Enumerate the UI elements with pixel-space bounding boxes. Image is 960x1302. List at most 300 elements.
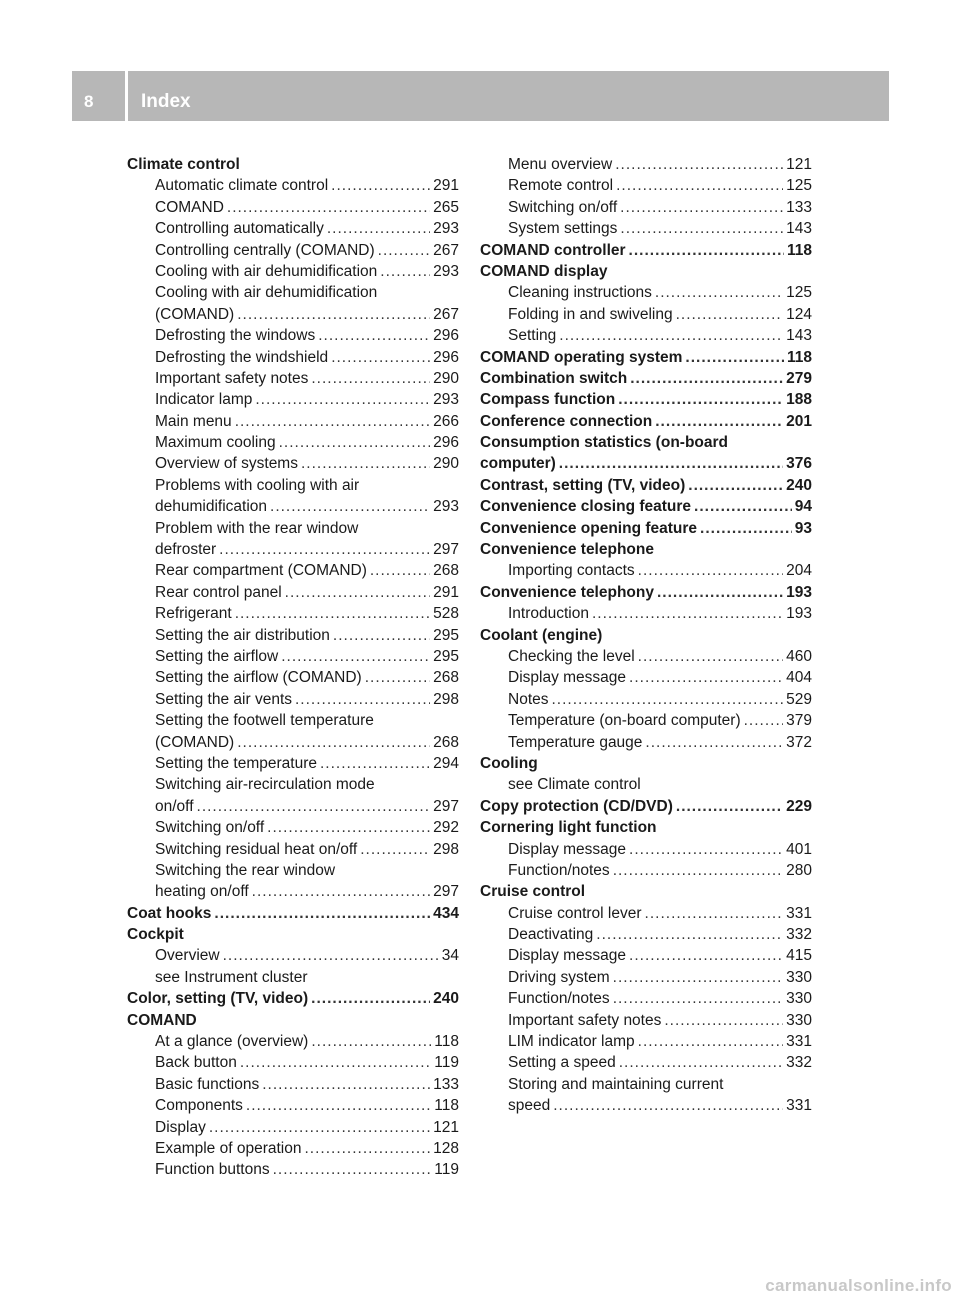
index-subentry[interactable] [127, 411, 459, 432]
dot-leader [553, 1095, 783, 1116]
index-subentry [127, 967, 459, 988]
index-subentry[interactable] [480, 560, 812, 581]
index-subentry[interactable] [480, 732, 812, 753]
index-heading [127, 154, 459, 175]
index-subentry [127, 774, 459, 795]
entry-text: (COMAND) [155, 305, 235, 323]
index-subentry[interactable] [127, 432, 459, 453]
dot-leader [270, 496, 430, 517]
entry-page-number[interactable]: 330 [786, 990, 812, 1008]
dot-leader [262, 1074, 430, 1095]
entry-page-number[interactable]: 193 [786, 605, 812, 623]
index-subentry[interactable] [127, 347, 459, 368]
dot-leader [365, 667, 430, 688]
entry-text: Conference connection [480, 412, 653, 430]
entry-page-number[interactable]: 295 [433, 626, 459, 644]
index-subentry[interactable] [127, 881, 459, 902]
index-subentry[interactable] [480, 175, 812, 196]
index-heading[interactable] [480, 368, 812, 389]
entry-page-number[interactable]: 267 [433, 241, 459, 259]
dot-leader [223, 945, 439, 966]
index-subentry[interactable] [127, 625, 459, 646]
index-subentry[interactable] [480, 1031, 812, 1052]
entry-page-number[interactable]: 125 [786, 284, 812, 302]
entry-page-number[interactable]: 330 [786, 1011, 812, 1029]
index-heading [480, 432, 812, 453]
entry-text: Maximum cooling [155, 434, 276, 452]
index-heading[interactable] [480, 453, 812, 474]
index-subentry[interactable] [127, 453, 459, 474]
entry-text: Cooling with air dehumidification [155, 284, 378, 302]
entry-page-number[interactable]: 121 [786, 156, 812, 173]
entry-page-number[interactable]: 290 [433, 455, 459, 473]
entry-page-number[interactable]: 128 [433, 1139, 459, 1157]
index-subentry[interactable] [127, 240, 459, 261]
entry-text: Setting the footwell temperature [155, 712, 374, 730]
dot-leader [629, 667, 783, 688]
entry-page-number[interactable]: 372 [786, 733, 812, 751]
entry-text: Function buttons [155, 1161, 270, 1179]
entry-text: Cornering light function [480, 819, 657, 837]
entry-page-number[interactable]: 379 [786, 712, 812, 730]
index-subentry[interactable] [127, 389, 459, 410]
entry-page-number[interactable]: 404 [786, 669, 812, 687]
index-subentry[interactable] [127, 496, 459, 517]
entry-page-number[interactable]: 265 [433, 198, 459, 216]
entry-text: Convenience telephone [480, 541, 654, 559]
dot-leader [638, 1031, 783, 1052]
entry-text: Example of operation [155, 1139, 302, 1157]
index-subentry[interactable] [127, 539, 459, 560]
index-subentry[interactable] [480, 154, 812, 175]
index-subentry[interactable] [480, 218, 812, 239]
index-heading[interactable] [127, 988, 459, 1009]
entry-text: Remote control [508, 177, 614, 195]
entry-text: Contrast, setting (TV, video) [480, 476, 686, 494]
entry-page-number[interactable]: 293 [433, 498, 459, 516]
dot-leader [327, 218, 430, 239]
dot-leader [694, 496, 792, 517]
entry-text: At a glance (overview) [155, 1033, 309, 1051]
entry-page-number[interactable]: 376 [786, 455, 812, 473]
entry-text: Setting the airflow [155, 647, 279, 665]
entry-page-number[interactable]: 93 [794, 519, 812, 537]
dot-leader [295, 689, 430, 710]
page-header [72, 71, 889, 121]
entry-text: Coolant (engine) [480, 626, 603, 644]
index-heading[interactable] [480, 411, 812, 432]
entry-page-number[interactable]: 290 [433, 369, 459, 387]
index-subentry [127, 518, 459, 539]
entry-page-number[interactable]: 297 [433, 541, 459, 559]
index-heading [480, 753, 812, 774]
dot-leader [333, 625, 430, 646]
entry-page-number[interactable]: 118 [786, 241, 812, 259]
dot-leader [237, 304, 430, 325]
index-subentry[interactable] [480, 903, 812, 924]
entry-page-number[interactable]: 296 [433, 434, 459, 452]
entry-page-number[interactable]: 279 [786, 369, 812, 387]
dot-leader [629, 839, 783, 860]
index-subentry[interactable] [127, 368, 459, 389]
entry-page-number[interactable]: 118 [786, 348, 812, 366]
entry-text: Introduction [508, 605, 589, 623]
dot-leader [331, 347, 430, 368]
entry-page-number[interactable]: 434 [433, 904, 459, 922]
entry-page-number[interactable]: 133 [786, 198, 812, 216]
entry-text: Checking the level [508, 647, 635, 665]
entry-page-number[interactable]: 125 [786, 177, 812, 195]
entry-text: System settings [508, 220, 618, 238]
entry-page-number[interactable]: 119 [434, 1054, 459, 1072]
entry-page-number[interactable]: 119 [434, 1161, 459, 1179]
index-subentry[interactable] [480, 689, 812, 710]
index-subentry[interactable] [127, 197, 459, 218]
entry-text: Combination switch [480, 369, 628, 387]
entry-text: Defrosting the windows [155, 327, 316, 345]
index-heading [480, 625, 812, 646]
index-subentry[interactable] [127, 325, 459, 346]
entry-text: Automatic climate control [155, 177, 329, 195]
index-subentry[interactable] [127, 1031, 459, 1052]
dot-leader [320, 753, 430, 774]
index-subentry[interactable] [480, 282, 812, 303]
index-heading [480, 817, 812, 838]
index-heading [127, 1010, 459, 1031]
index-heading[interactable] [480, 475, 812, 496]
index-subentry[interactable] [480, 945, 812, 966]
dot-leader [285, 582, 430, 603]
index-subentry [480, 1074, 812, 1095]
index-subentry[interactable] [127, 1074, 459, 1095]
index-subentry[interactable] [127, 839, 459, 860]
index-heading[interactable] [480, 240, 812, 261]
entry-text: Convenience telephony [480, 583, 654, 601]
dot-leader [592, 603, 783, 624]
entry-text: Controlling automatically [155, 220, 324, 238]
entry-page-number[interactable]: 143 [786, 220, 812, 238]
dot-leader [688, 475, 783, 496]
dot-leader [620, 197, 783, 218]
entry-text: Function/notes [508, 990, 610, 1008]
index-subentry[interactable] [127, 603, 459, 624]
entry-page-number[interactable]: 293 [433, 220, 459, 238]
entry-text: Storing and maintaining current [508, 1075, 724, 1093]
index-subentry[interactable] [480, 710, 812, 731]
entry-page-number[interactable]: 94 [794, 498, 812, 516]
entry-text: Menu overview [508, 156, 613, 173]
index-heading [480, 539, 812, 560]
dot-leader [240, 1052, 431, 1073]
entry-page-number[interactable]: 332 [786, 1054, 812, 1072]
index-subentry[interactable] [480, 603, 812, 624]
entry-page-number[interactable]: 528 [433, 605, 459, 623]
index-subentry[interactable] [480, 646, 812, 667]
index-subentry[interactable] [127, 304, 459, 325]
dot-leader [700, 518, 792, 539]
entry-text: computer) [480, 455, 556, 473]
entry-page-number[interactable]: 296 [433, 327, 459, 345]
entry-text: Cooling [480, 754, 538, 772]
dot-leader [676, 304, 784, 325]
entry-page-number[interactable]: 124 [786, 305, 812, 323]
index-subentry[interactable] [127, 667, 459, 688]
entry-page-number[interactable]: 298 [433, 840, 459, 858]
entry-page-number[interactable]: 201 [786, 412, 812, 430]
entry-text: Rear compartment (COMAND) [155, 562, 367, 580]
entry-text: Setting the air distribution [155, 626, 330, 644]
entry-page-number[interactable]: 297 [433, 797, 459, 815]
entry-text: Consumption statistics (on-board [480, 434, 728, 452]
dot-leader [331, 175, 430, 196]
entry-text: Problems with cooling with air [155, 476, 360, 494]
index-subentry[interactable] [480, 839, 812, 860]
dot-leader [311, 1031, 431, 1052]
entry-text: Display message [508, 669, 627, 687]
index-heading[interactable] [127, 903, 459, 924]
entry-page-number[interactable]: 291 [433, 583, 459, 601]
index-subentry [127, 475, 459, 496]
dot-leader [235, 603, 430, 624]
entry-text: Temperature (on-board computer) [508, 712, 741, 730]
entry-text: Switching air-recirculation mode [155, 776, 375, 794]
entry-text: Cooling with air dehumidification [155, 262, 378, 280]
index-subentry[interactable] [127, 261, 459, 282]
entry-page-number[interactable]: 240 [786, 476, 812, 494]
entry-page-number[interactable]: 415 [786, 947, 812, 965]
index-subentry[interactable] [480, 1052, 812, 1073]
entry-page-number[interactable]: 291 [433, 177, 459, 195]
entry-page-number[interactable]: 118 [434, 1097, 459, 1115]
dot-leader [619, 1052, 783, 1073]
dot-leader [246, 1095, 431, 1116]
entry-text: LIM indicator lamp [508, 1033, 635, 1051]
entry-page-number[interactable]: 529 [786, 690, 812, 708]
entry-page-number[interactable]: 331 [786, 1097, 812, 1115]
index-subentry[interactable] [127, 1138, 459, 1159]
entry-text: Color, setting (TV, video) [127, 990, 309, 1008]
entry-page-number[interactable]: 331 [786, 904, 812, 922]
entry-page-number[interactable]: 204 [786, 562, 812, 580]
entry-text: Rear control panel [155, 583, 282, 601]
entry-page-number[interactable]: 268 [433, 562, 459, 580]
dot-leader [252, 881, 430, 902]
dot-leader [645, 732, 783, 753]
dot-leader [237, 732, 430, 753]
index-heading[interactable] [480, 389, 812, 410]
index-subentry[interactable] [480, 304, 812, 325]
index-subentry[interactable] [127, 689, 459, 710]
entry-page-number[interactable]: 268 [433, 669, 459, 687]
dot-leader [664, 1010, 783, 1031]
index-subentry[interactable] [480, 860, 812, 881]
entry-page-number[interactable]: 292 [433, 819, 459, 837]
entry-text: Basic functions [155, 1075, 260, 1093]
entry-text: see Climate control [508, 776, 641, 794]
entry-page-number[interactable]: 268 [433, 733, 459, 751]
entry-text: Overview [155, 947, 220, 965]
page-number: 8 [84, 92, 94, 111]
dot-leader [685, 347, 784, 368]
entry-page-number[interactable]: 266 [433, 412, 459, 430]
entry-text: Setting [508, 327, 557, 345]
index-subentry [127, 282, 459, 303]
dot-leader [655, 282, 783, 303]
dot-leader [596, 924, 783, 945]
entry-text: Switching on/off [508, 198, 618, 216]
index-subentry [127, 860, 459, 881]
entry-text: Climate control [127, 156, 240, 173]
index-subentry[interactable] [480, 967, 812, 988]
entry-text: Importing contacts [508, 562, 635, 580]
entry-text: Display message [508, 840, 627, 858]
dot-leader [744, 710, 784, 731]
entry-page-number[interactable]: 240 [433, 990, 459, 1008]
index-subentry[interactable] [127, 560, 459, 581]
index-subentry[interactable] [127, 945, 459, 966]
index-column-right [480, 154, 812, 1117]
entry-text: Switching residual heat on/off [155, 840, 358, 858]
dot-leader [613, 988, 783, 1009]
dot-leader [559, 325, 783, 346]
index-subentry[interactable] [127, 646, 459, 667]
entry-text: Display [155, 1118, 206, 1136]
dot-leader [638, 560, 783, 581]
index-subentry[interactable] [480, 988, 812, 1009]
dot-leader [311, 988, 430, 1009]
dot-leader [279, 432, 431, 453]
dot-leader [214, 903, 430, 924]
index-subentry[interactable] [480, 1010, 812, 1031]
dot-leader [655, 411, 783, 432]
entry-page-number[interactable]: 229 [786, 797, 812, 815]
watermark: carmanualsonline.info [765, 1276, 952, 1295]
entry-page-number[interactable]: 297 [433, 883, 459, 901]
entry-text: (COMAND) [155, 733, 235, 751]
entry-text: speed [508, 1097, 551, 1115]
entry-text: Cruise control lever [508, 904, 642, 922]
dot-leader [676, 796, 783, 817]
index-heading[interactable] [480, 496, 812, 517]
entry-page-number[interactable]: 193 [786, 583, 812, 601]
index-subentry[interactable] [127, 1095, 459, 1116]
entry-page-number[interactable]: 118 [434, 1033, 459, 1051]
index-subentry[interactable] [127, 753, 459, 774]
entry-page-number[interactable]: 298 [433, 690, 459, 708]
entry-text: Cleaning instructions [508, 284, 652, 302]
index-subentry[interactable] [480, 667, 812, 688]
dot-leader [273, 1159, 432, 1180]
entry-page-number[interactable]: 295 [433, 647, 459, 665]
entry-text: Main menu [155, 412, 232, 430]
dot-leader [629, 240, 784, 261]
dot-leader [219, 539, 430, 560]
index-heading [127, 924, 459, 945]
index-subentry[interactable] [127, 796, 459, 817]
dot-leader [255, 389, 430, 410]
entry-text: Notes [508, 690, 549, 708]
index-subentry[interactable] [127, 582, 459, 603]
entry-text: Copy protection (CD/DVD) [480, 797, 673, 815]
entry-text: Convenience closing feature [480, 498, 692, 516]
dot-leader [615, 154, 783, 175]
index-subentry[interactable] [480, 197, 812, 218]
entry-page-number[interactable]: 401 [786, 840, 812, 858]
page-number-box [72, 71, 125, 121]
index-heading[interactable] [480, 796, 812, 817]
entry-page-number[interactable]: 133 [433, 1075, 459, 1093]
index-subentry[interactable] [127, 1117, 459, 1138]
entry-text: defroster [155, 541, 217, 559]
dot-leader [618, 389, 783, 410]
index-heading [480, 261, 812, 282]
entry-page-number[interactable]: 330 [786, 968, 812, 986]
entry-text: Display message [508, 947, 627, 965]
entry-page-number[interactable]: 188 [786, 391, 812, 409]
entry-text: Switching the rear window [155, 861, 336, 879]
dot-leader [657, 582, 783, 603]
dot-leader [378, 240, 430, 261]
index-subentry[interactable] [480, 924, 812, 945]
entry-page-number[interactable]: 460 [786, 647, 812, 665]
entry-page-number[interactable]: 332 [786, 926, 812, 944]
index-subentry[interactable] [127, 218, 459, 239]
index-subentry[interactable] [127, 732, 459, 753]
index-subentry[interactable] [480, 325, 812, 346]
entry-page-number[interactable]: 280 [786, 861, 812, 879]
index-subentry[interactable] [480, 1095, 812, 1116]
entry-text: Controlling centrally (COMAND) [155, 241, 375, 259]
dot-leader [235, 411, 430, 432]
entry-text: Compass function [480, 391, 616, 409]
entry-text: Setting a speed [508, 1054, 616, 1072]
index-subentry[interactable] [127, 175, 459, 196]
dot-leader [613, 967, 783, 988]
index-subentry [480, 774, 812, 795]
index-subentry[interactable] [127, 1052, 459, 1073]
entry-text: Setting the airflow (COMAND) [155, 669, 362, 687]
entry-page-number[interactable]: 293 [433, 262, 459, 280]
dot-leader [197, 796, 431, 817]
header-divider [125, 71, 128, 121]
index-subentry[interactable] [127, 1159, 459, 1180]
dot-leader [638, 646, 783, 667]
entry-page-number[interactable]: 121 [433, 1118, 459, 1136]
entry-text: Overview of systems [155, 455, 298, 473]
index-heading[interactable] [480, 582, 812, 603]
entry-page-number[interactable]: 294 [433, 754, 459, 772]
entry-text: Temperature gauge [508, 733, 643, 751]
index-subentry[interactable] [127, 817, 459, 838]
entry-text: Back button [155, 1054, 237, 1072]
entry-page-number[interactable]: 267 [433, 305, 459, 323]
dot-leader [552, 689, 784, 710]
index-heading[interactable] [480, 518, 812, 539]
entry-page-number[interactable]: 296 [433, 348, 459, 366]
dot-leader [301, 453, 430, 474]
index-heading[interactable] [480, 347, 812, 368]
entry-text: COMAND [155, 198, 224, 216]
index-subentry [127, 710, 459, 731]
entry-text: Components [155, 1097, 243, 1115]
entry-page-number[interactable]: 293 [433, 391, 459, 409]
entry-text: heating on/off [155, 883, 249, 901]
dot-leader [311, 368, 430, 389]
entry-page-number[interactable]: 34 [441, 947, 459, 965]
entry-page-number[interactable]: 331 [786, 1033, 812, 1051]
entry-text: see Instrument cluster [155, 968, 308, 986]
entry-page-number[interactable]: 143 [786, 327, 812, 345]
